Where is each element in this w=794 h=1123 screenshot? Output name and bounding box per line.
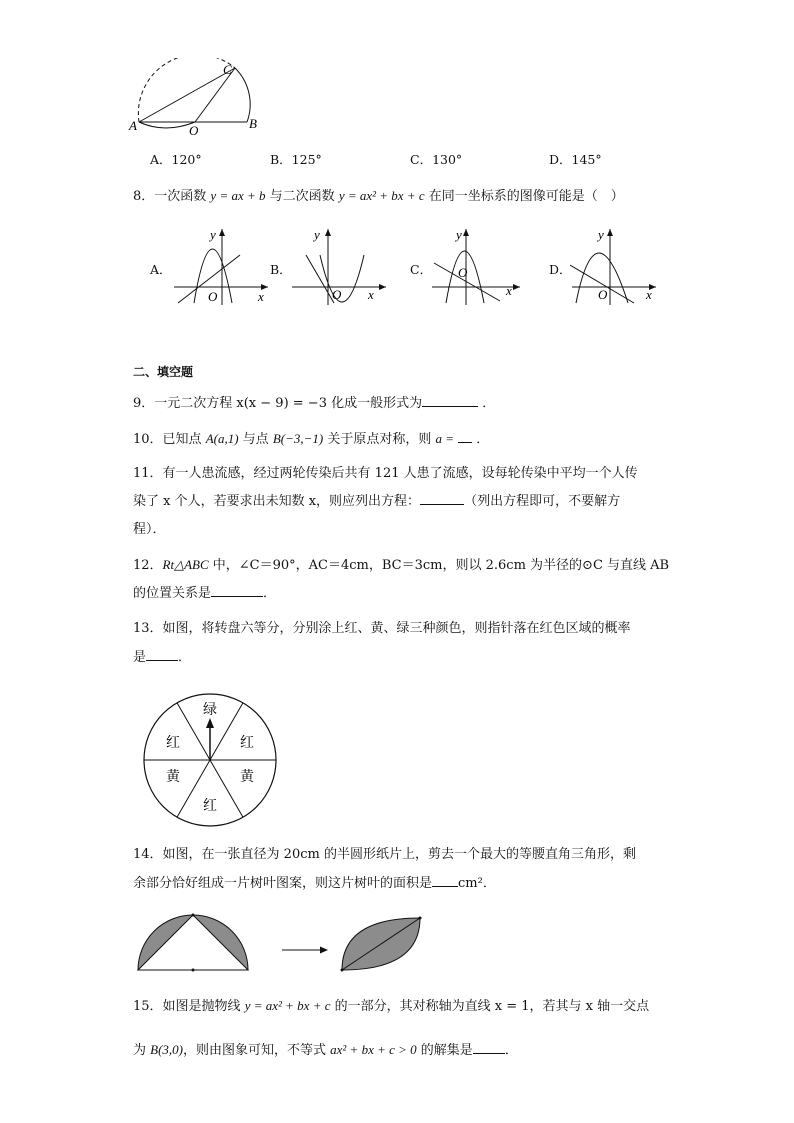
q8-option-b-label: B．	[270, 262, 292, 277]
q7-dashed-arc	[138, 58, 235, 122]
q8-graph-d	[570, 225, 670, 307]
q13-sector-red-left: 红	[166, 735, 180, 751]
q13-sector-red-right: 红	[240, 735, 254, 751]
q9-question: 9．一元二次方程 x(x − 9) = −3 化成一般形式为 ．	[133, 396, 496, 411]
q15-line1: 15．如图是抛物线 y = ax² + bx + c 的一部分，其对称轴为直线 x = 1，若其与 x 轴一交点	[133, 998, 650, 1014]
q13-sector-yellow-left: 黄	[166, 769, 180, 785]
q7-label-C: C	[223, 62, 232, 77]
q8-b-parabola	[320, 255, 364, 302]
q15-line2: 为 B(3,0)，则由图象可知，不等式 ax² + bx + c > 0 的解集是 ．	[133, 1042, 518, 1058]
q9-text: 9．一元二次方程 x(x − 9) = −3 化成一般形式为	[133, 396, 423, 411]
q7-label-O: O	[189, 123, 199, 138]
q14-line2: 余部分恰好组成一片树叶图案，则这片树叶的面积是 cm²．	[133, 876, 496, 891]
q10-question: 10．已知点 A(a,1) 与点 B(−3,−1) 关于原点对称，则 a = ．	[133, 431, 490, 447]
q8-graph-c	[430, 225, 530, 307]
svg-text:O: O	[598, 287, 608, 302]
svg-text:y: y	[314, 227, 320, 242]
q7-option-a: A．120°	[150, 152, 202, 167]
q8-linear-function: y = ax + b	[210, 188, 266, 203]
svg-text:x: x	[646, 287, 652, 302]
q7-solid-semicircle	[235, 68, 250, 122]
q7-figure	[125, 58, 275, 138]
q8-graph-b	[290, 225, 390, 307]
q7-option-b: B．125°	[270, 152, 322, 167]
svg-text:y: y	[210, 227, 216, 242]
q8-b-line	[306, 255, 334, 303]
q14-line1: 14．如图，在一张直径为 20cm 的半圆形纸片上，剪去一个最大的等腰直角三角形，剩	[133, 847, 636, 862]
q10-point-a: A(a,1)	[205, 431, 239, 446]
q8-option-a-label: A．	[150, 262, 172, 277]
q13-pointer-arrow	[206, 718, 214, 728]
q8-graph-a	[172, 225, 272, 307]
q7-option-c: C．130°	[410, 152, 463, 167]
q7-label-A: A	[129, 118, 137, 133]
q14-figure	[130, 908, 430, 978]
q11-line1: 11．有一人患流感，经过两轮传染后共有 121 人患了流感，设每轮传染中平均一个人传	[133, 466, 638, 481]
q11-line2: 染了 x 个人，若要求出未知数 x，则应列出方程： （列出方程即可，不要解方	[133, 494, 621, 509]
q10-point-b: B(−3,−1)	[272, 431, 324, 446]
q8-option-c-label: C．	[410, 262, 433, 277]
svg-text:O: O	[332, 287, 342, 302]
q14-answer-blank[interactable]	[432, 874, 458, 887]
q11-line3: 程）．	[133, 522, 166, 537]
svg-text:x: x	[258, 289, 264, 304]
q11-answer-blank[interactable]	[420, 492, 464, 505]
q7-lower-arc	[139, 122, 195, 128]
q7-label-B: B	[249, 116, 257, 131]
q8-prefix: 8．一次函数	[133, 189, 207, 204]
q8-question	[133, 186, 624, 207]
q8-quadratic-function: y = ax² + bx + c	[338, 188, 425, 203]
q13-sector-green: 绿	[203, 702, 217, 718]
q8-suffix: 在同一坐标系的图像可能是（ ）	[428, 189, 624, 204]
q8-option-d-label: D．	[549, 262, 572, 277]
q12-line2: 的位置关系是 ．	[133, 586, 277, 601]
q13-line1: 13．如图，将转盘六等分，分别涂上红、黄、绿三种颜色，则指针落在红色区域的概率	[133, 621, 631, 636]
svg-text:x: x	[506, 283, 512, 298]
q12-line1: 12．Rt△ABC 中，∠C＝90°，AC＝4cm，BC＝3cm，则以 2.6cm 为半径的⊙C 与直线 AB	[133, 557, 670, 573]
q13-sector-yellow-right: 黄	[240, 769, 254, 785]
q7-line-AC	[139, 68, 235, 122]
q13-spinner	[140, 690, 280, 830]
q10-answer-blank[interactable]	[458, 430, 472, 443]
section-fill-in-blank-title: 二、填空题	[133, 365, 194, 379]
q13-answer-blank[interactable]	[146, 648, 178, 661]
q13-line2: 是 ．	[133, 650, 192, 665]
svg-text:x: x	[368, 287, 374, 302]
q15-answer-blank[interactable]	[473, 1041, 505, 1054]
svg-text:O: O	[458, 265, 468, 280]
q13-sector-red-bottom: 红	[203, 798, 217, 814]
svg-text:y: y	[598, 227, 604, 242]
q8-mid: 与二次函数	[269, 189, 335, 204]
svg-text:y: y	[456, 227, 462, 242]
svg-text:O: O	[208, 289, 218, 304]
q9-answer-blank[interactable]	[422, 394, 478, 407]
q12-answer-blank[interactable]	[211, 584, 263, 597]
q7-option-d: D．145°	[549, 152, 602, 167]
